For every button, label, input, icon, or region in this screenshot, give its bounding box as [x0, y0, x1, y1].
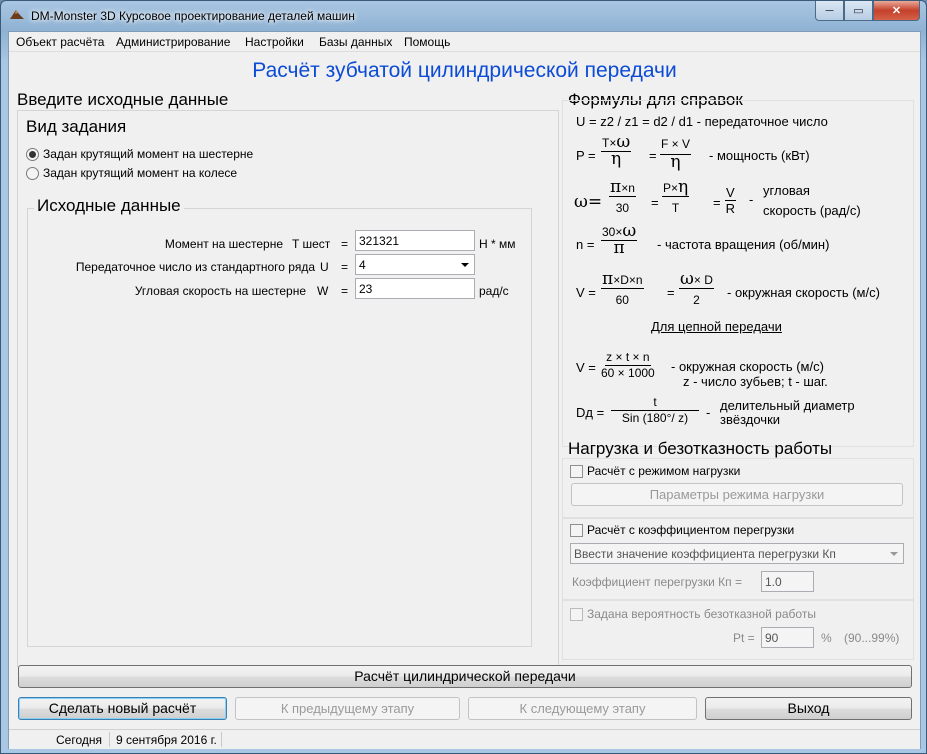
- menu-databases[interactable]: Базы данных: [319, 35, 393, 49]
- load-params-button[interactable]: Параметры режима нагрузки: [571, 483, 903, 506]
- menu-settings[interactable]: Настройки: [245, 35, 304, 49]
- formula-n-desc: - частота вращения (об/мин): [657, 237, 830, 252]
- radio-label: Задан крутящий момент на колесе: [43, 166, 238, 180]
- formula-dd-dash: -: [706, 405, 711, 420]
- chain-title: Для цепной передачи: [651, 319, 782, 334]
- page-title: Расчёт зубчатой цилиндрической передачи: [252, 59, 677, 82]
- window-title: DM-Monster 3D Курсовое проектирование деталей машин: [31, 9, 355, 23]
- pt-range: (90...99%): [844, 631, 900, 645]
- reliability-check-label: Задана вероятность безотказной работы: [587, 607, 816, 621]
- next-step-button[interactable]: К следующему этапу: [468, 697, 697, 720]
- speed-eq: =: [341, 284, 349, 298]
- new-calc-button[interactable]: Сделать новый расчёт: [18, 697, 227, 720]
- app-logo-icon: [9, 8, 25, 20]
- pt-label: Pt =: [733, 631, 755, 645]
- formula-omega-frac2: $\frac{P\times\eta}{T}$: [663, 177, 689, 215]
- menu-help[interactable]: Помощь: [404, 35, 451, 49]
- formula-omega-eq: =: [651, 195, 659, 210]
- formula-v-frac2: $\frac{\omega\times D}{2}$: [680, 269, 713, 307]
- title-bar: [1, 1, 926, 31]
- maximize-icon: ▭: [853, 5, 864, 17]
- formula-power-frac2: F × V η: [661, 137, 691, 172]
- formula-v-eq: =: [667, 285, 675, 300]
- overload-select-value: Ввести значение коэффициента перегрузки Кп: [574, 547, 836, 561]
- torque-unit: Н * мм: [479, 237, 516, 251]
- status-separator: [221, 732, 222, 747]
- status-date: 9 сентября 2016 г.: [116, 733, 217, 747]
- formula-dd-desc2: звёздочки: [720, 412, 781, 427]
- formula-vc-desc2: z - число зубьев; t - шаг.: [683, 374, 828, 389]
- overload-checkbox[interactable]: [570, 523, 794, 537]
- client-area: [8, 31, 921, 749]
- pt-unit: %: [821, 631, 832, 645]
- chevron-down-icon: [890, 552, 898, 556]
- menu-bar: [9, 32, 920, 52]
- ratio-value: 4: [359, 258, 366, 272]
- speed-label: Угловая скорость на шестерне: [134, 284, 306, 298]
- ratio-select[interactable]: [355, 254, 475, 275]
- formula-dd-lhs: Dд =: [576, 405, 605, 420]
- checkbox-icon: [570, 524, 583, 537]
- speed-unit: рад/с: [479, 284, 509, 298]
- formula-vc-frac: $\frac{z \times t \times n}{60 \times 1000}$: [601, 350, 655, 380]
- status-separator: [109, 732, 110, 747]
- source-group-title: Исходные данные: [34, 196, 184, 216]
- torque-symbol: T шест: [292, 237, 331, 251]
- calc-button[interactable]: Расчёт цилиндрической передачи: [18, 665, 912, 688]
- exit-button[interactable]: Выход: [705, 697, 912, 720]
- ratio-symbol: U: [320, 260, 329, 274]
- mode-check-label: Расчёт с режимом нагрузки: [587, 464, 741, 478]
- input-section-title: Введите исходные данные: [17, 90, 229, 109]
- radio-unchecked-icon: [26, 167, 39, 180]
- formula-power-frac1: T×ω η: [602, 132, 631, 169]
- status-today: Сегодня: [56, 733, 102, 747]
- radio-torque-wheel[interactable]: [26, 166, 237, 180]
- formula-vc-desc1: - окружная скорость (м/с): [671, 359, 824, 374]
- torque-label: Момент на шестерне: [164, 237, 283, 251]
- ratio-label: Передаточное число из стандартного ряда: [75, 260, 315, 274]
- minimize-button[interactable]: [815, 1, 844, 21]
- torque-input[interactable]: 321321: [355, 230, 475, 251]
- formula-omega-eq2: =: [713, 195, 721, 210]
- speed-input[interactable]: 23: [355, 278, 475, 299]
- formula-power-eq: =: [649, 148, 657, 163]
- radio-torque-pinion[interactable]: [26, 147, 253, 161]
- formula-v-desc: - окружная скорость (м/с): [727, 285, 880, 300]
- formula-n-lhs: n =: [576, 237, 595, 252]
- formula-ratio: U = z2 / z1 = d2 / d1 - передаточное число: [576, 114, 828, 129]
- formula-omega-desc2: скорость (рад/с): [763, 203, 861, 218]
- close-icon: ✕: [891, 5, 902, 17]
- formula-omega-dash: -: [749, 192, 754, 207]
- prev-step-button[interactable]: К предыдущему этапу: [235, 697, 460, 720]
- task-group-title: Вид задания: [26, 117, 127, 136]
- formula-omega-lhs: ω=: [574, 192, 603, 212]
- formula-power-lhs: P =: [576, 148, 596, 163]
- chevron-down-icon: [461, 263, 469, 267]
- radio-label: Задан крутящий момент на шестерне: [43, 147, 254, 161]
- torque-eq: =: [341, 237, 349, 251]
- menu-admin[interactable]: Администрирование: [116, 35, 231, 49]
- ratio-eq: =: [341, 260, 349, 274]
- formula-power-desc: - мощность (кВт): [709, 148, 810, 163]
- formula-v-frac1: $\frac{\pi\times D\times n}{60}$: [602, 269, 643, 307]
- speed-symbol: W: [317, 284, 329, 298]
- menu-object[interactable]: Объект расчёта: [16, 35, 105, 49]
- formula-vc-lhs: V =: [576, 360, 596, 375]
- pt-input[interactable]: 90: [761, 627, 814, 648]
- overload-input[interactable]: 1.0: [761, 571, 814, 592]
- formula-dd-frac: t Sin (180°/ z): [611, 395, 699, 426]
- maximize-button[interactable]: [844, 1, 873, 21]
- overload-check-label: Расчёт с коэффициентом перегрузки: [587, 523, 795, 537]
- formula-dd-desc1: делительный диаметр: [720, 398, 855, 413]
- overload-select[interactable]: [570, 543, 904, 564]
- formula-omega-desc1: угловая: [763, 183, 810, 198]
- status-bar: [9, 729, 920, 749]
- formula-omega-frac1: $\frac{\pi\times n}{30}$: [610, 177, 635, 215]
- formula-n-frac: 30×ω π: [602, 221, 637, 258]
- overload-label: Коэффициент перегрузки Кп =: [572, 575, 742, 589]
- checkbox-icon: [570, 608, 583, 621]
- formulas-title: Формулы для справок: [568, 90, 743, 109]
- reliability-checkbox[interactable]: [570, 607, 816, 621]
- checkbox-icon: [570, 465, 583, 478]
- minimize-icon: ─: [825, 4, 834, 17]
- load-title: Нагрузка и безотказность работы: [568, 439, 833, 458]
- radio-checked-icon: [26, 148, 39, 161]
- formula-omega-frac3: $\frac{V}{R}$: [725, 185, 736, 216]
- close-button[interactable]: [873, 1, 920, 21]
- formula-v-lhs: V =: [576, 285, 596, 300]
- mode-checkbox[interactable]: [570, 464, 740, 478]
